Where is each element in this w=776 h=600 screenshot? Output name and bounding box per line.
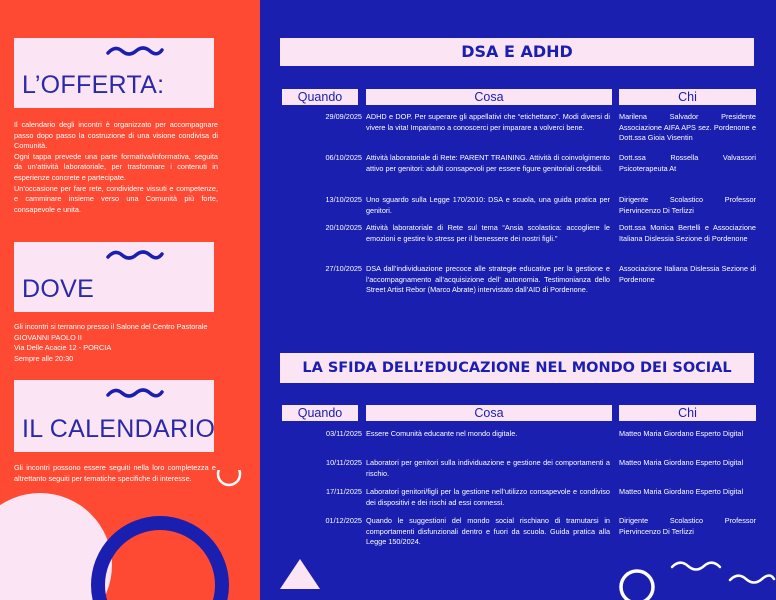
- circle-icon: [621, 571, 653, 600]
- wave-icon: [672, 563, 720, 570]
- row-who: Dirigente Scolastico Professor Piervincenzo Di Terlizzi: [619, 516, 756, 536]
- section2-header-when: Quando: [282, 405, 358, 421]
- row-who: Dott.ssa Monica Bertelli e Associazione Italiana Dislessia Sezione di Pordenone: [619, 223, 756, 243]
- row-date: 13/10/2025: [325, 195, 362, 204]
- row-date: 06/10/2025: [325, 153, 362, 162]
- row-date: 01/12/2025: [325, 516, 362, 525]
- calendario-line: Gli incontri possono essere seguiti nella loro completezza e altrettanto seguiti per tematiche specifiche di interesse.: [14, 463, 216, 483]
- row-date: 20/10/2025: [325, 223, 362, 232]
- row-who: Matteo Maria Giordano Esperto Digital: [619, 487, 744, 496]
- wave-icon: [106, 44, 164, 58]
- wave-icon: [106, 248, 164, 262]
- calendario-heading-box: [14, 380, 214, 452]
- row-date: 03/11/2025: [326, 429, 362, 438]
- section2-title: LA SFIDA DELL’EDUCAZIONE NEL MONDO DEI SOCIAL: [280, 353, 754, 383]
- dove-text: [14, 322, 218, 364]
- row-date: 17/11/2025: [326, 487, 362, 496]
- row-what: Uno sguardo sulla Legge 170/2010: DSA e scuola, una guida pratica per genitori.: [366, 195, 610, 215]
- row-who: Dirigente Scolastico Professor Piervincenzo Di Terlizzi: [619, 195, 756, 215]
- row-date: 27/10/2025: [325, 264, 362, 273]
- bottom-decoration-icon: [260, 555, 776, 600]
- offerta-title: L’OFFERTA:: [22, 71, 165, 99]
- row-what: DSA dall’individuazione precoce alle strategie educative per la gestione e l’accompagnamento all’acquisizione dell’ autonomia. Testimonianza dello Street Artist Rebor (Marco Abrate) intervistato dall’AID di Pordenone.: [366, 264, 610, 294]
- row-who: Matteo Maria Giordano Esperto Digital: [619, 458, 744, 467]
- offerta-line: Un’occasione per fare rete, condividere vissuti e competenze, e camminare insieme verso una Comunità più forte, consapevole e unita.: [14, 183, 218, 214]
- dove-title: DOVE: [22, 275, 95, 303]
- row-what: Laboratori per genitori sulla individuazione e gestione dei comportamenti a rischio.: [366, 458, 610, 478]
- dove-line: Sempre alle 20:30: [14, 353, 74, 363]
- right-panel: [260, 0, 776, 600]
- row-date: 29/09/2025: [325, 112, 362, 121]
- wave-icon: [730, 576, 774, 583]
- triangle-icon: [280, 559, 320, 589]
- section1-header-what: Cosa: [366, 89, 612, 105]
- row-who: Matteo Maria Giordano Esperto Digital: [619, 429, 744, 438]
- dove-line: Gli incontri si terranno presso il Salone del Centro Pastorale GIOVANNI PAOLO II: [14, 322, 208, 342]
- row-who: Dott.ssa Rossella Valvassori Psicoterapeuta At: [619, 153, 756, 173]
- circle-decoration-icon: [0, 470, 260, 600]
- section1-header-who: Chi: [619, 89, 756, 105]
- left-panel: [0, 0, 260, 600]
- row-what: Attività laboratoriale di Rete sul tema “Ansia scolastica: accogliere le emozioni e gestire lo stress per il benessere dei nostri figli.”: [366, 223, 610, 243]
- wave-icon: [106, 386, 164, 400]
- row-what: Laboratori genitori/figli per la gestione nell’utilizzo consapevole e condiviso dei dispositivi e dei rischi ad essi connessi.: [366, 487, 610, 507]
- section2-header-who: Chi: [619, 405, 756, 421]
- offerta-heading-box: [14, 38, 214, 108]
- row-who: Marilena Salvador Presidente Associazione AIFA APS sez. Pordenone e Dott.ssa Gioia Visentin: [619, 112, 756, 142]
- row-date: 10/11/2025: [326, 458, 362, 467]
- row-what: ADHD e DOP. Per superare gli appellativi che “etichettano”. Modi diversi di vivere la vita! Impariamo a conoscerci per imparare a volverci bene.: [366, 112, 610, 132]
- row-what: Essere Comunità educante nel mondo digitale.: [366, 429, 518, 438]
- dove-heading-box: [14, 242, 214, 312]
- section2-header-what: Cosa: [366, 405, 612, 421]
- offerta-line: Ogni tappa prevede una parte formativa/informativa, seguita da un’attività laboratoriale, per trasformare i contenuti in esperienze concrete e partecipate.: [14, 151, 218, 182]
- section1-header-when: Quando: [282, 89, 358, 105]
- row-what: Quando le suggestioni del mondo social rischiano di tramutarsi in comportamenti disfunzionali dentro e fuori da scuola. Guida pratica alla Legge 150/2024.: [366, 516, 610, 546]
- calendario-title: IL CALENDARIO: [22, 415, 216, 443]
- row-who: Associazione Italiana Dislessia Sezione di Pordenone: [619, 264, 756, 284]
- dove-line: Via Delle Acacie 12 - PORCIA: [14, 343, 112, 353]
- offerta-line: Il calendario degli incontri è organizzato per accompagnare passo dopo passo la costruzione di una visione condivisa di Comunità.: [14, 120, 218, 151]
- section1-title: DSA E ADHD: [280, 38, 754, 66]
- row-what: Attività laboratoriale di Rete: PARENT TRAINING. Attività di coinvolgimento attivo per genitori: adulti consapevoli per essere figure genitoriali credibili.: [366, 153, 610, 173]
- offerta-text: [14, 120, 218, 215]
